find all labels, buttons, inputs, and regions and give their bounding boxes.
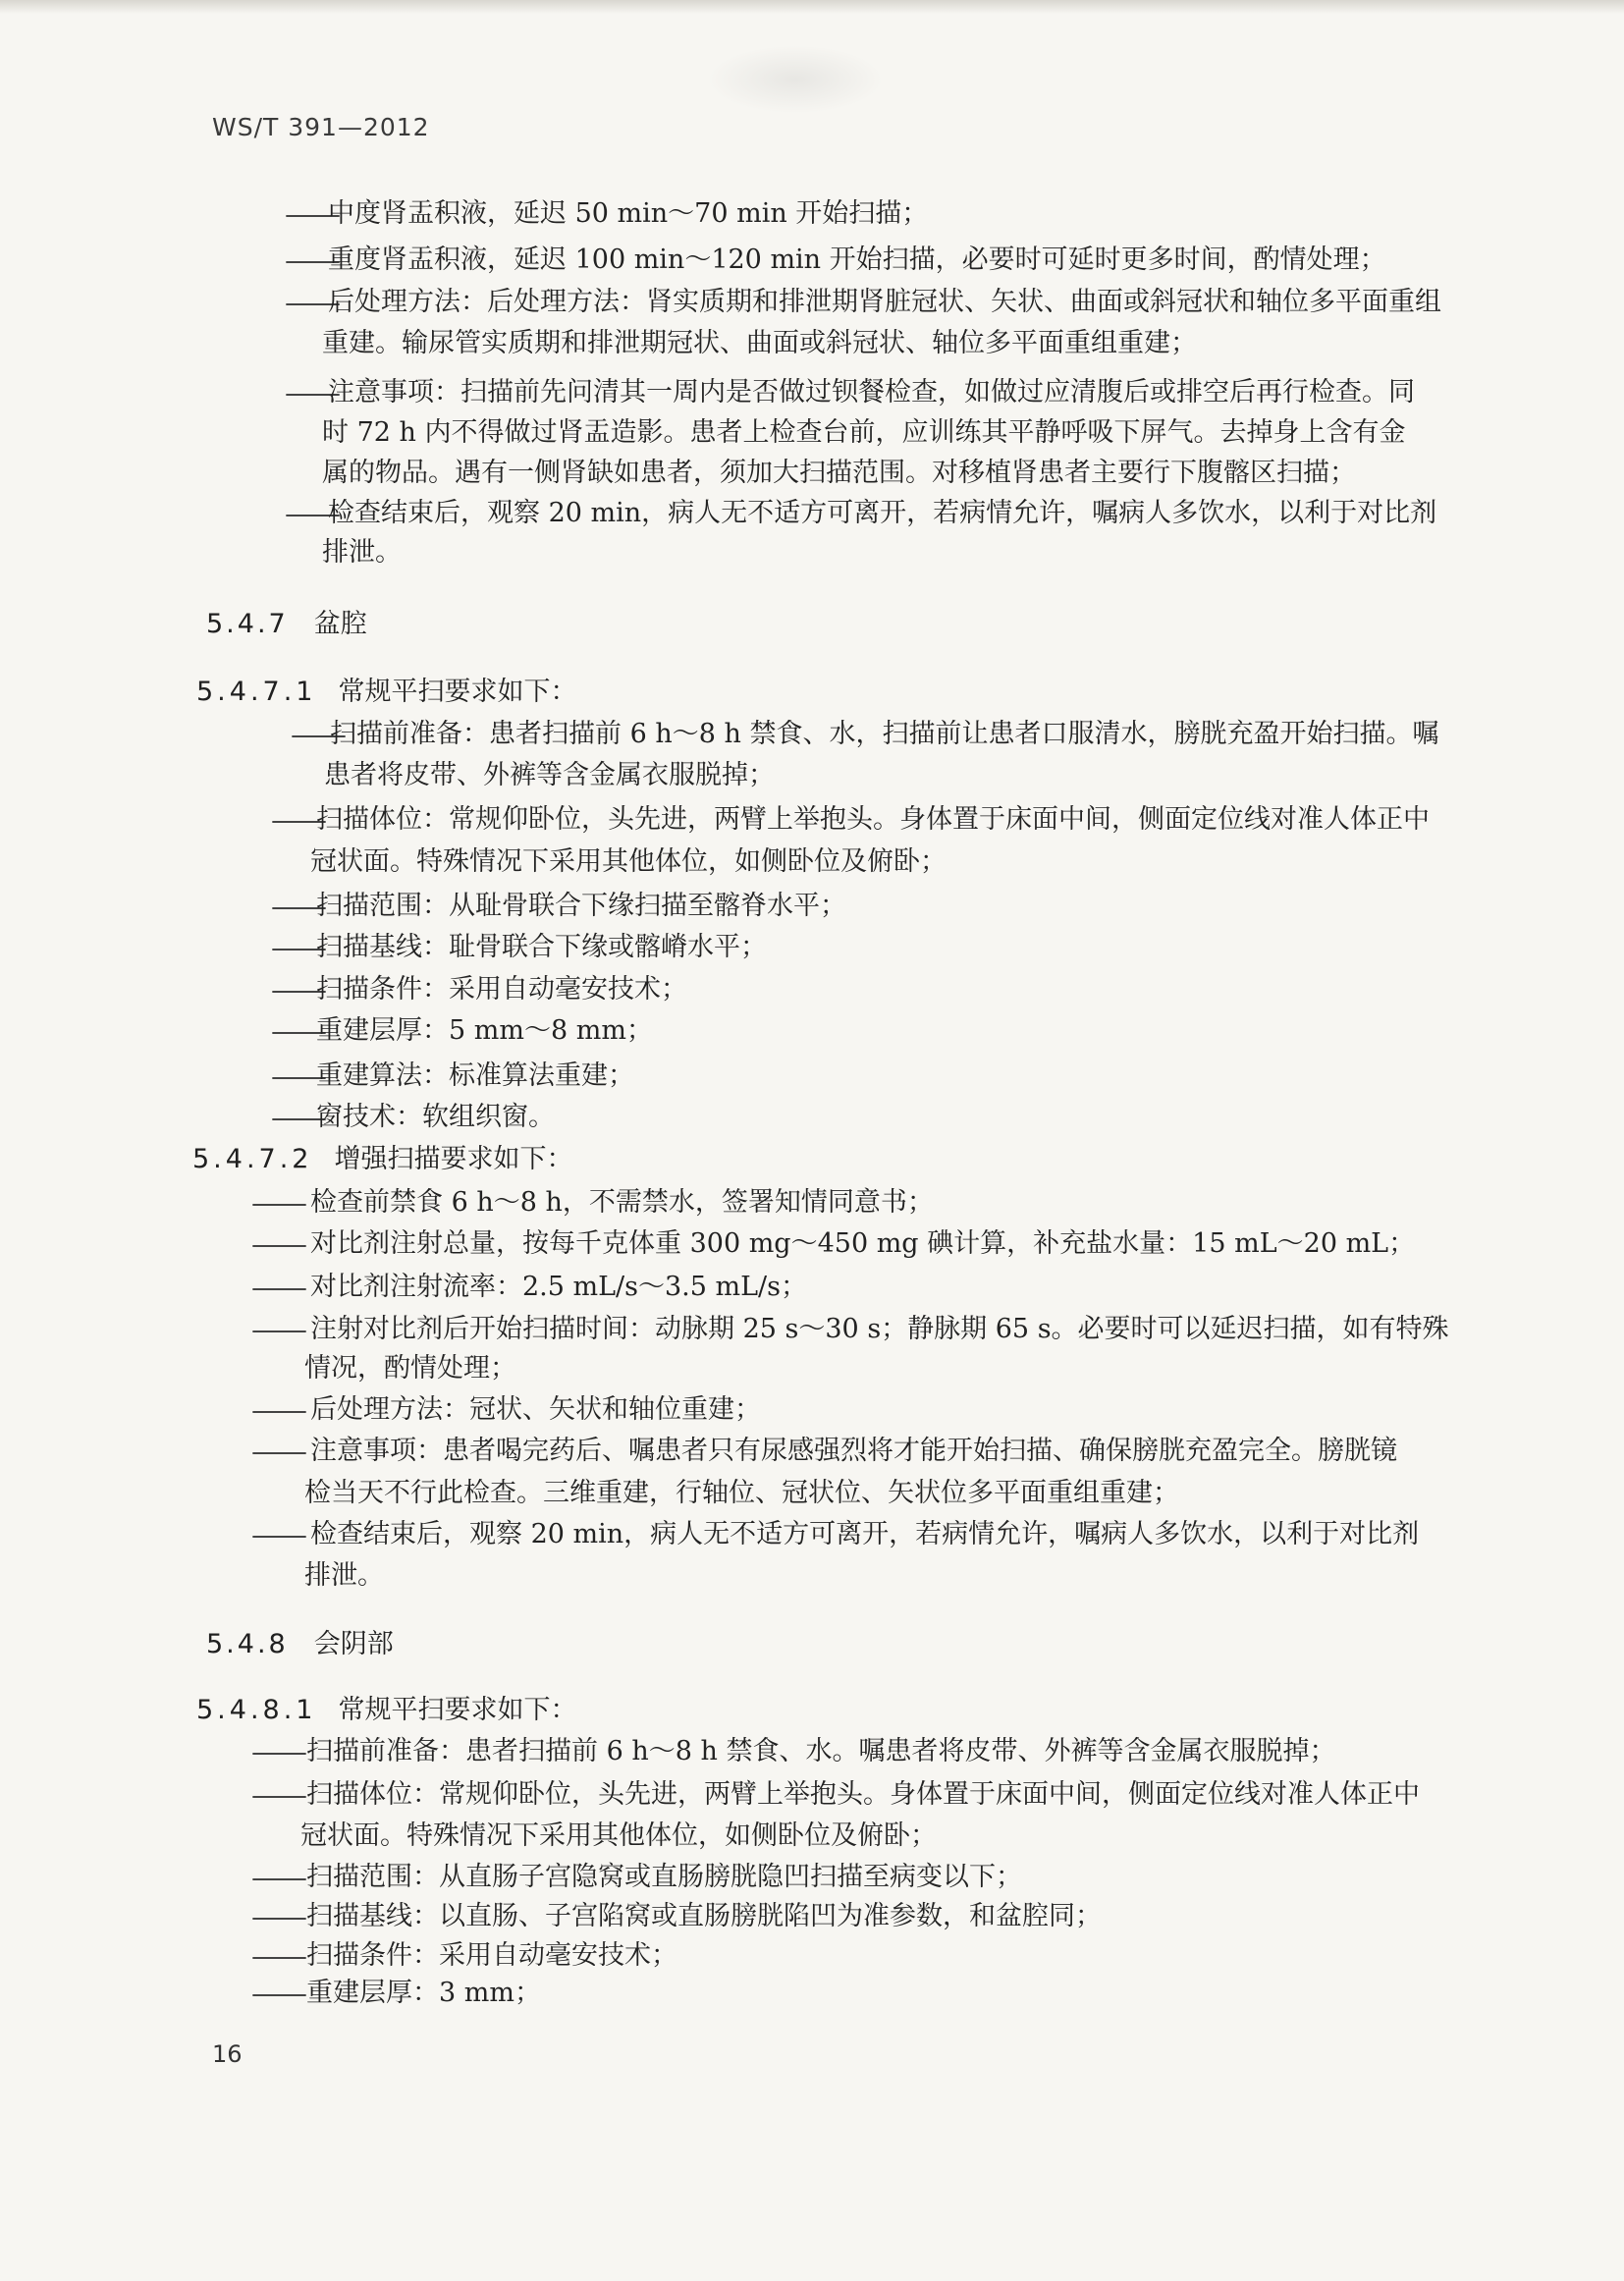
section-number: 5.4.7 xyxy=(206,609,289,639)
list-item-line: 扫描基线：耻骨联合下缘或髂嵴水平； xyxy=(316,932,767,962)
list-item-line: 扫描前准备：患者扫描前 6 h～8 h 禁食、水，扫描前让患者口服清水，膀胱充盈开始扫描。嘱 xyxy=(330,719,1439,749)
list-dash-marker: —— xyxy=(271,1101,324,1135)
list-item-line: 检查结束后，观察 20 min，病人无不适方可离开，若病情允许，嘱病人多饮水，以利于对比剂 xyxy=(328,498,1437,528)
list-dash-marker: —— xyxy=(251,1271,304,1305)
section-number: 5.4.8.1 xyxy=(196,1695,317,1725)
list-item-line: 重度肾盂积液，延迟 100 min～120 min 开始扫描，必要时可延时更多时间，酌情处理； xyxy=(328,244,1386,275)
list-item-line: 注意事项：患者喝完药后、嘱患者只有尿感强烈将才能开始扫描、确保膀胱充盈完全。膀胱镜 xyxy=(310,1436,1397,1466)
list-dash-marker: —— xyxy=(271,890,324,924)
list-item-line: 重建算法：标准算法重建； xyxy=(316,1060,634,1091)
section-heading xyxy=(206,607,367,641)
list-item-line: 情况，酌情处理； xyxy=(304,1353,516,1384)
standard-code-header: WS/T 391—2012 xyxy=(212,113,430,141)
section-title: 增强扫描要求如下： xyxy=(334,1144,573,1174)
section-number: 5.4.7.1 xyxy=(196,677,317,707)
list-dash-marker: —— xyxy=(251,1227,304,1262)
list-dash-marker: —— xyxy=(285,286,338,320)
list-dash-marker: —— xyxy=(251,1393,304,1428)
list-dash-marker: —— xyxy=(251,1861,304,1895)
list-item-line: 注射对比剂后开始扫描时间：动脉期 25 s～30 s；静脉期 65 s。必要时可以延迟扫描，如有特殊 xyxy=(310,1314,1449,1344)
list-item-line: 后处理方法：冠状、矢状和轴位重建； xyxy=(310,1394,761,1425)
section-title: 常规平扫要求如下： xyxy=(338,677,577,707)
list-dash-marker: —— xyxy=(251,1735,304,1769)
list-dash-marker: —— xyxy=(285,376,338,410)
section-title: 常规平扫要求如下： xyxy=(338,1695,577,1725)
list-item-line: 对比剂注射流率：2.5 mL/s～3.5 mL/s； xyxy=(310,1272,808,1302)
list-item-line: 扫描基线：以直肠、子宫陷窝或直肠膀胱陷凹为准参数，和盆腔同； xyxy=(306,1901,1102,1931)
list-item-line: 扫描前准备：患者扫描前 6 h～8 h 禁食、水。嘱患者将皮带、外裤等含金属衣服脱掉； xyxy=(306,1736,1336,1766)
list-item-line: 重建层厚：5 mm～8 mm； xyxy=(316,1015,653,1046)
list-item-line: 对比剂注射总量，按每千克体重 300 mg～450 mg 碘计算，补充盐水量：15 mL～20 mL； xyxy=(310,1228,1416,1259)
list-item-line: 时 72 h 内不得做过肾盂造影。患者上检查台前，应训练其平静呼吸下屏气。去掉身上含有金 xyxy=(322,417,1406,448)
subsection-heading xyxy=(196,675,576,709)
list-dash-marker: —— xyxy=(271,803,324,838)
list-item-line: 排泄。 xyxy=(304,1560,384,1591)
list-dash-marker: —— xyxy=(251,1186,304,1221)
list-item-line: 属的物品。遇有一侧肾缺如患者，须加大扫描范围。对移植肾患者主要行下腹髂区扫描； xyxy=(322,458,1356,488)
list-dash-marker: —— xyxy=(251,1435,304,1469)
list-dash-marker: —— xyxy=(251,1939,304,1974)
list-dash-marker: —— xyxy=(271,931,324,965)
section-title: 盆腔 xyxy=(313,609,367,639)
list-item-line: 重建。输尿管实质期和排泄期冠状、曲面或斜冠状、轴位多平面重组重建； xyxy=(322,328,1197,358)
list-item-line: 后处理方法：后处理方法：肾实质期和排泄期肾脏冠状、矢状、曲面或斜冠状和轴位多平面重组 xyxy=(328,287,1441,317)
subsection-heading xyxy=(196,1693,576,1727)
list-dash-marker: —— xyxy=(251,1900,304,1934)
section-number: 5.4.7.2 xyxy=(192,1144,313,1174)
list-item-line: 扫描条件：采用自动毫安技术； xyxy=(316,974,687,1005)
list-item-line: 扫描范围：从耻骨联合下缘扫描至髂脊水平； xyxy=(316,891,846,921)
list-item-line: 重建层厚：3 mm； xyxy=(306,1978,541,2008)
section-heading xyxy=(206,1627,394,1661)
page-number: 16 xyxy=(212,2040,243,2068)
section-title: 会阴部 xyxy=(313,1629,394,1659)
subsection-heading xyxy=(192,1142,572,1176)
list-item-line: 扫描体位：常规仰卧位，头先进，两臂上举抱头。身体置于床面中间，侧面定位线对准人体正中 xyxy=(306,1779,1420,1810)
list-item-line: 扫描条件：采用自动毫安技术； xyxy=(306,1940,677,1971)
list-dash-marker: —— xyxy=(271,1059,324,1094)
section-number: 5.4.8 xyxy=(206,1629,289,1659)
list-item-line: 窗技术：软组织窗。 xyxy=(316,1102,555,1132)
list-item-line: 中度肾盂积液，延迟 50 min～70 min 开始扫描； xyxy=(328,198,929,229)
list-item-line: 排泄。 xyxy=(322,537,402,568)
list-dash-marker: —— xyxy=(251,1313,304,1347)
list-dash-marker: —— xyxy=(285,197,338,232)
list-item-line: 冠状面。特殊情况下采用其他体位，如侧卧位及俯卧； xyxy=(310,846,947,877)
list-dash-marker: —— xyxy=(251,1518,304,1552)
list-item-line: 冠状面。特殊情况下采用其他体位，如侧卧位及俯卧； xyxy=(300,1820,937,1851)
list-item-line: 患者将皮带、外裤等含金属衣服脱掉； xyxy=(324,760,775,790)
list-dash-marker: —— xyxy=(285,497,338,531)
list-item-line: 扫描范围：从直肠子宫隐窝或直肠膀胱隐凹扫描至病变以下； xyxy=(306,1862,1022,1892)
list-item-line: 检查结束后，观察 20 min，病人无不适方可离开，若病情允许，嘱病人多饮水，以利于对比剂 xyxy=(310,1519,1420,1549)
list-dash-marker: —— xyxy=(251,1977,304,2011)
list-dash-marker: —— xyxy=(271,973,324,1007)
list-item-line: 扫描体位：常规仰卧位，头先进，两臂上举抱头。身体置于床面中间，侧面定位线对准人体正中 xyxy=(316,804,1430,835)
list-item-line: 检当天不行此检查。三维重建，行轴位、冠状位、矢状位多平面重组重建； xyxy=(304,1478,1179,1508)
list-dash-marker: —— xyxy=(271,1014,324,1049)
list-dash-marker: —— xyxy=(251,1778,304,1813)
list-item-line: 检查前禁食 6 h～8 h，不需禁水，签署知情同意书； xyxy=(310,1187,934,1218)
list-dash-marker: —— xyxy=(285,244,338,278)
list-item-line: 注意事项：扫描前先问清其一周内是否做过钡餐检查，如做过应清腹后或排空后再行检查。同 xyxy=(328,377,1415,407)
list-dash-marker: —— xyxy=(291,718,344,752)
